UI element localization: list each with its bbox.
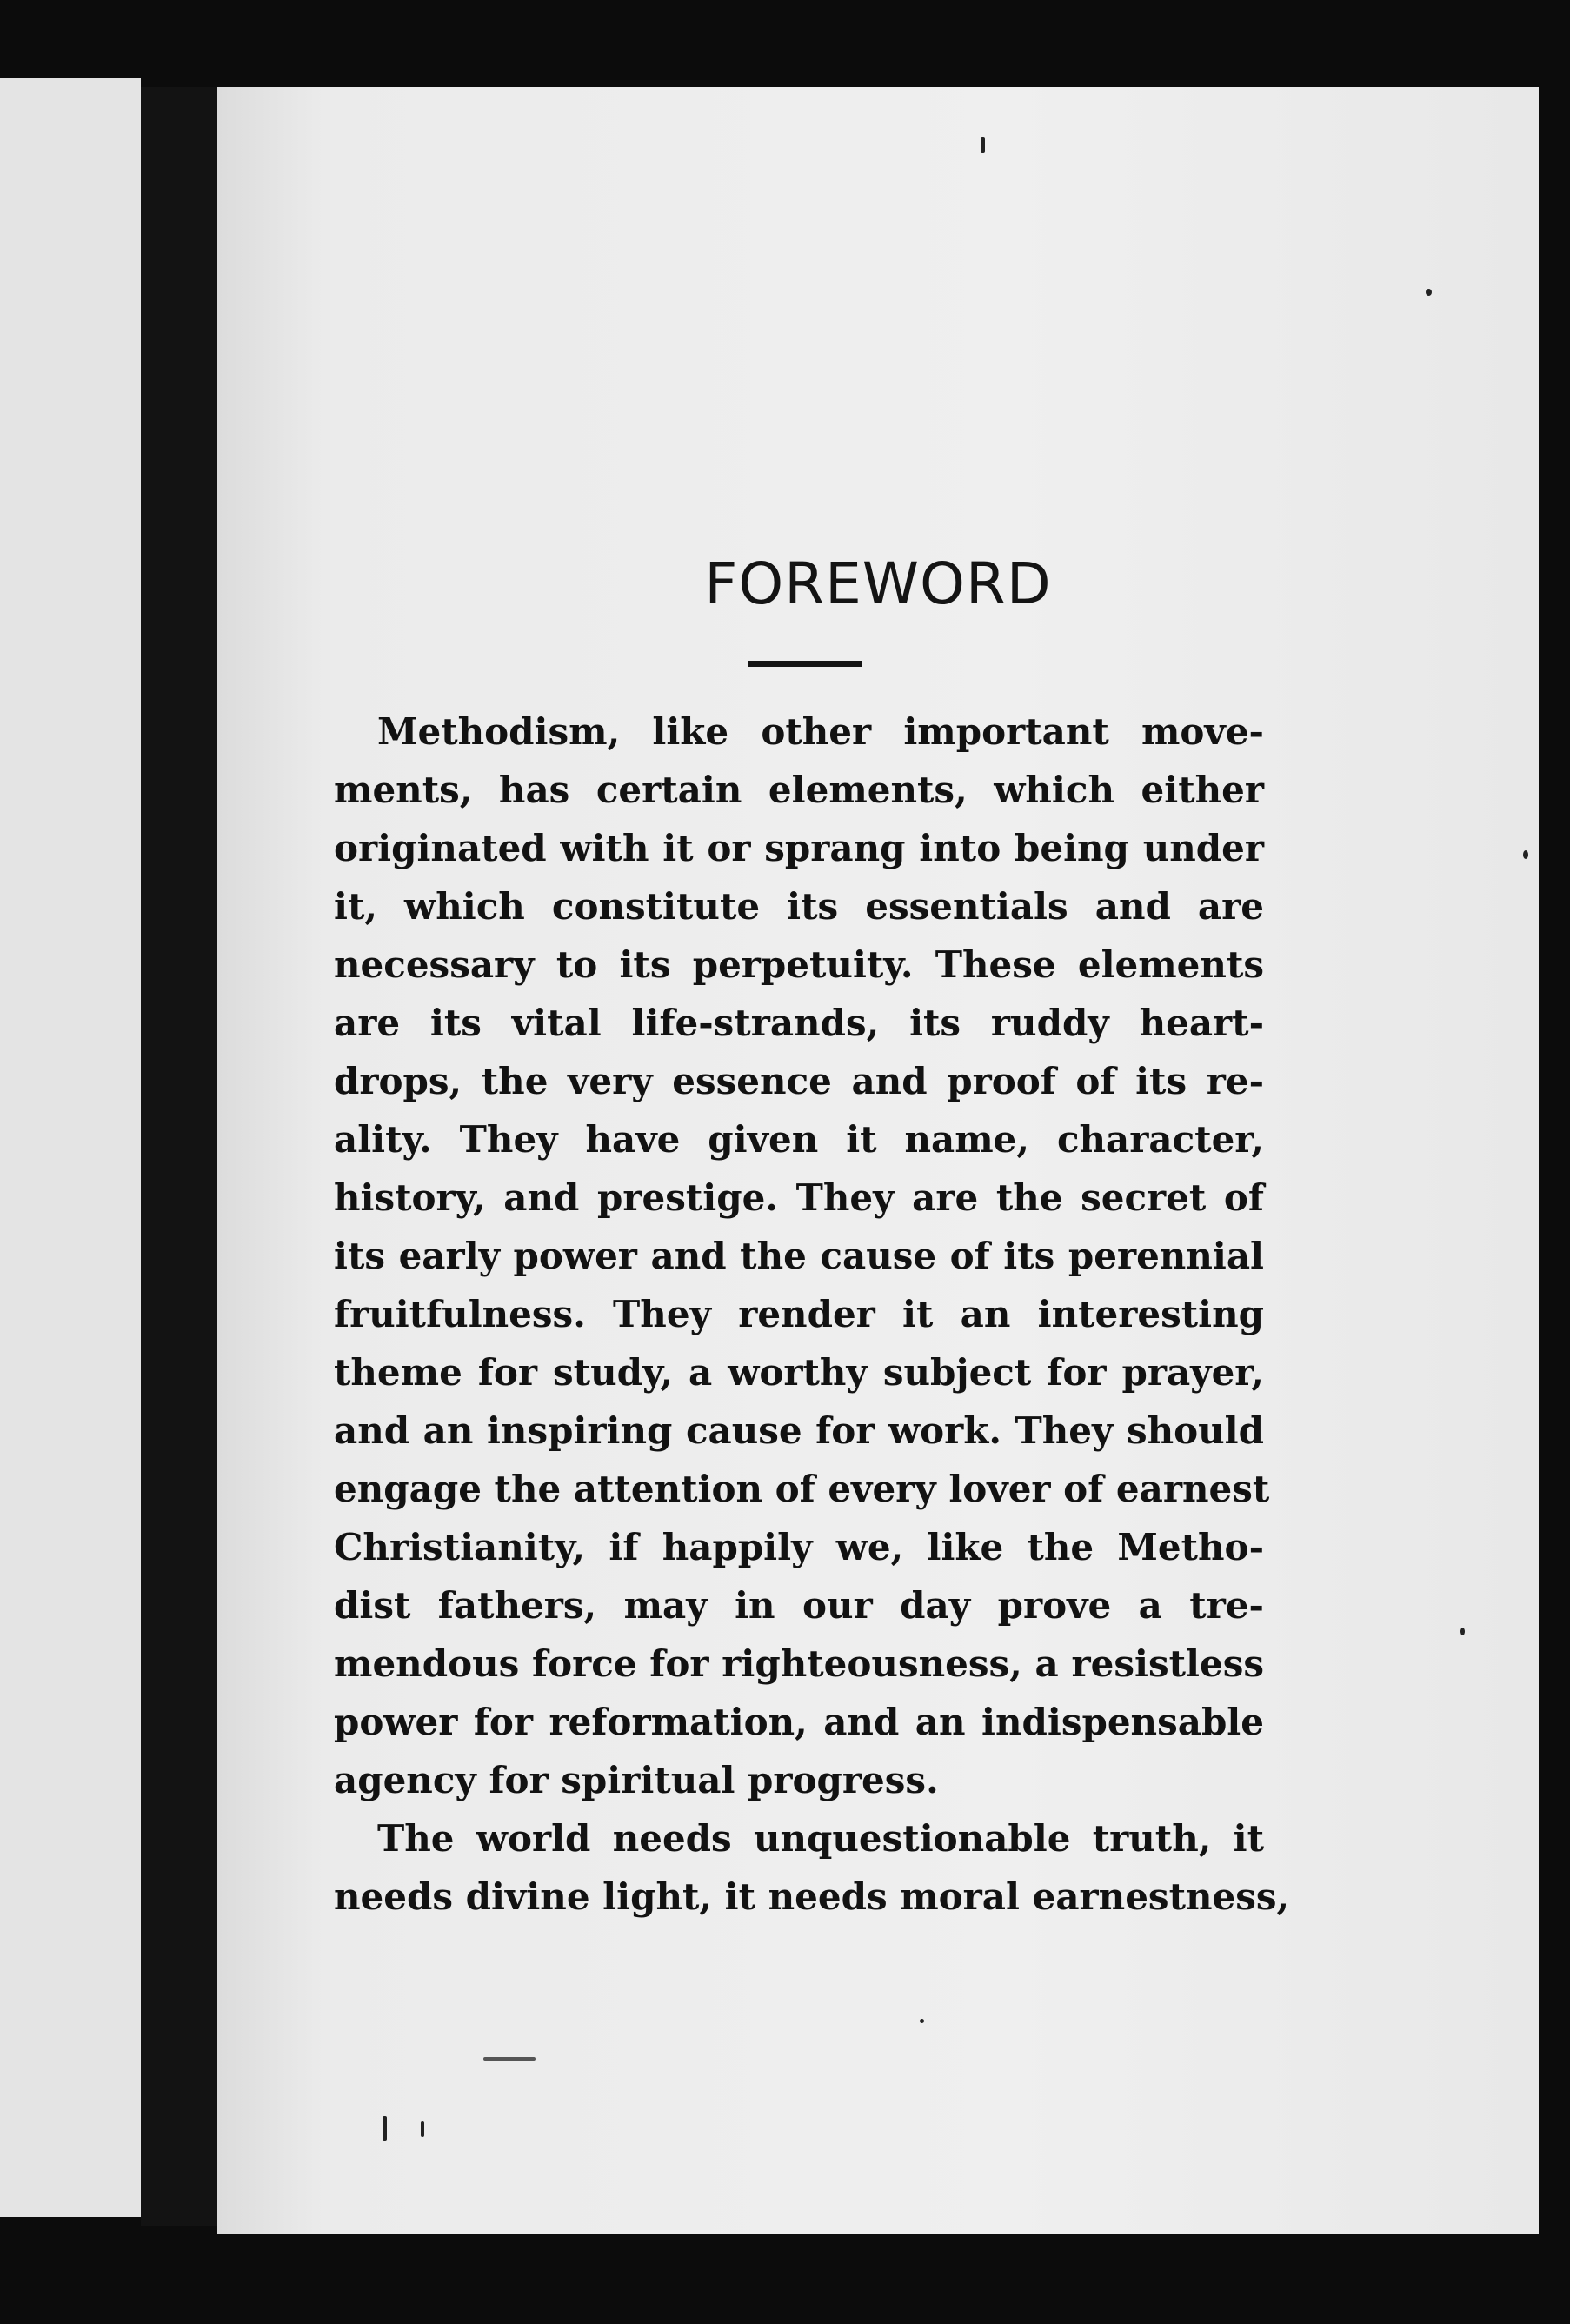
text-line: it, which constitute its essentials and are (334, 885, 1264, 928)
text-line: ality. They have given it name, character, (334, 1118, 1264, 1161)
text-line: needs divine light, it needs moral earnestness, (334, 1875, 1290, 1918)
text-line: and an inspiring cause for work. They should (334, 1409, 1264, 1452)
text-line: engage the attention of every lover of earnest (334, 1468, 1270, 1510)
text-line: The world needs unquestionable truth, it (377, 1817, 1264, 1860)
text-line: power for reformation, and an indispensable (334, 1701, 1264, 1743)
text-line: Methodism, like other important move- (377, 710, 1264, 753)
title-rule (748, 661, 862, 667)
page-title: FOREWORD (704, 550, 1052, 617)
text-line: ments, has certain elements, which either (334, 769, 1264, 811)
page-speck (981, 137, 985, 153)
page-speck (1460, 1628, 1465, 1635)
book-gutter (141, 87, 217, 2226)
text-line: dist fathers, may in our day prove a tre- (334, 1584, 1264, 1627)
page-speck (483, 2057, 536, 2061)
page-speck (421, 2121, 424, 2137)
paragraph (334, 1809, 1290, 1926)
text-line: necessary to its perpetuity. These elements (334, 943, 1264, 986)
page-speck (383, 2116, 387, 2141)
text-line: fruitfulness. They render it an interesting (334, 1293, 1264, 1335)
text-line: theme for study, a worthy subject for prayer, (334, 1351, 1264, 1394)
text-line: originated with it or sprang into being under (334, 827, 1264, 869)
text-line: Christianity, if happily we, like the Metho- (334, 1526, 1264, 1568)
text-line: mendous force for righteousness, a resistless (334, 1642, 1264, 1685)
body-text (334, 703, 1290, 1926)
text-line: are its vital life-strands, its ruddy heart- (334, 1002, 1264, 1044)
facing-page-edge (0, 78, 141, 2217)
page-speck (1426, 289, 1432, 296)
page-speck (920, 2019, 924, 2023)
text-line: its early power and the cause of its perennial (334, 1235, 1264, 1277)
page-speck (1523, 850, 1528, 859)
text-line: history, and prestige. They are the secret of (334, 1176, 1264, 1219)
paragraph (334, 703, 1270, 1809)
text-line: drops, the very essence and proof of its re- (334, 1060, 1264, 1102)
text-line: agency for spiritual progress. (334, 1759, 939, 1801)
